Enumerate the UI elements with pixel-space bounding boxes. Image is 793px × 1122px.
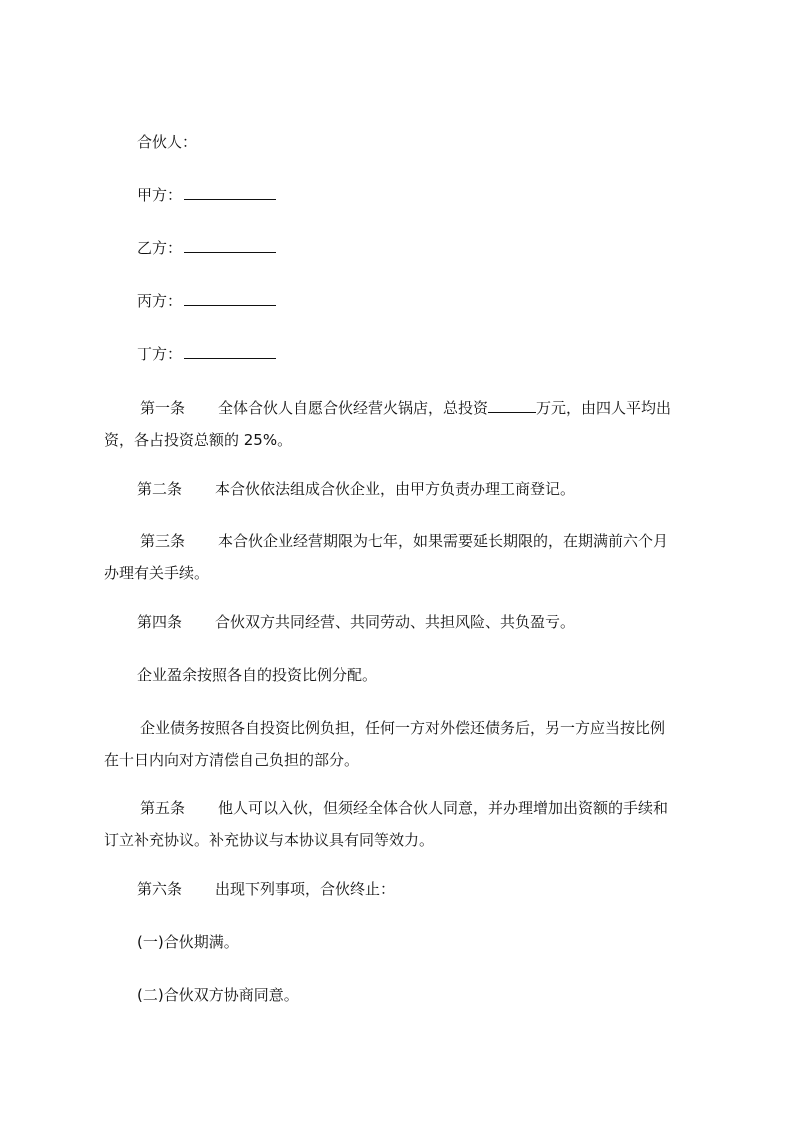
article-continuation: 办理有关手续。 [104, 564, 210, 582]
article-6 [104, 873, 704, 905]
article-4 [104, 606, 704, 638]
party-name-blank [184, 290, 276, 306]
article-text: 本合伙企业经营期限为七年，如果需要延长期限的，在期满前六个月 [218, 532, 669, 550]
party-label: 丁方： [137, 345, 183, 363]
party-label: 甲方： [137, 186, 183, 204]
party-jia-line [104, 183, 737, 207]
article-text-cont: 万元，由四人平均出 [536, 399, 672, 417]
article-text: 全体合伙人自愿合伙经营火锅店，总投资 [218, 399, 489, 417]
party-label: 丙方： [137, 292, 183, 310]
profit-clause: 企业盈余按照各自的投资比例分配。 [137, 666, 378, 684]
party-yi-line [104, 236, 737, 260]
termination-item: (一)合伙期满。 [137, 933, 239, 951]
party-label: 乙方： [137, 239, 183, 257]
article-number: 第六条 [137, 880, 183, 898]
article-text: 合伙双方共同经营、共同劳动、共担风险、共负盈亏。 [215, 613, 576, 631]
article-text: 他人可以入伙，但须经全体合伙人同意，并办理增加出资额的手续和 [218, 799, 669, 817]
party-name-blank [184, 184, 276, 200]
article-number: 第一条 [140, 399, 186, 417]
article-3 [104, 525, 704, 589]
article-number: 第五条 [140, 799, 186, 817]
article-continuation: 资，各占投资总额的 25%。 [104, 431, 293, 449]
party-ding-line [104, 342, 737, 366]
debt-clause-text: 企业债务按照各自投资比例负担，任何一方对外偿还债务后，另一方应当按比例 [140, 719, 666, 737]
partners-heading: 合伙人： [137, 133, 198, 151]
article-2 [104, 473, 704, 505]
article-continuation: 订立补充协议。补充协议与本协议具有同等效力。 [104, 831, 435, 849]
article-text: 本合伙依法组成合伙企业，由甲方负责办理工商登记。 [215, 480, 576, 498]
investment-amount-blank [488, 397, 536, 413]
debt-clause [104, 712, 704, 776]
debt-clause-continuation: 在十日内向对方清偿自己负担的部分。 [104, 751, 360, 769]
article-number: 第四条 [137, 613, 183, 631]
party-name-blank [184, 237, 276, 253]
party-bing-line [104, 289, 737, 313]
article-number: 第三条 [140, 532, 186, 550]
party-name-blank [184, 343, 276, 359]
article-number: 第二条 [137, 480, 183, 498]
termination-item: (二)合伙双方协商同意。 [137, 986, 299, 1004]
article-1 [104, 392, 704, 456]
article-text: 出现下列事项，合伙终止： [215, 880, 396, 898]
article-5 [104, 792, 704, 856]
